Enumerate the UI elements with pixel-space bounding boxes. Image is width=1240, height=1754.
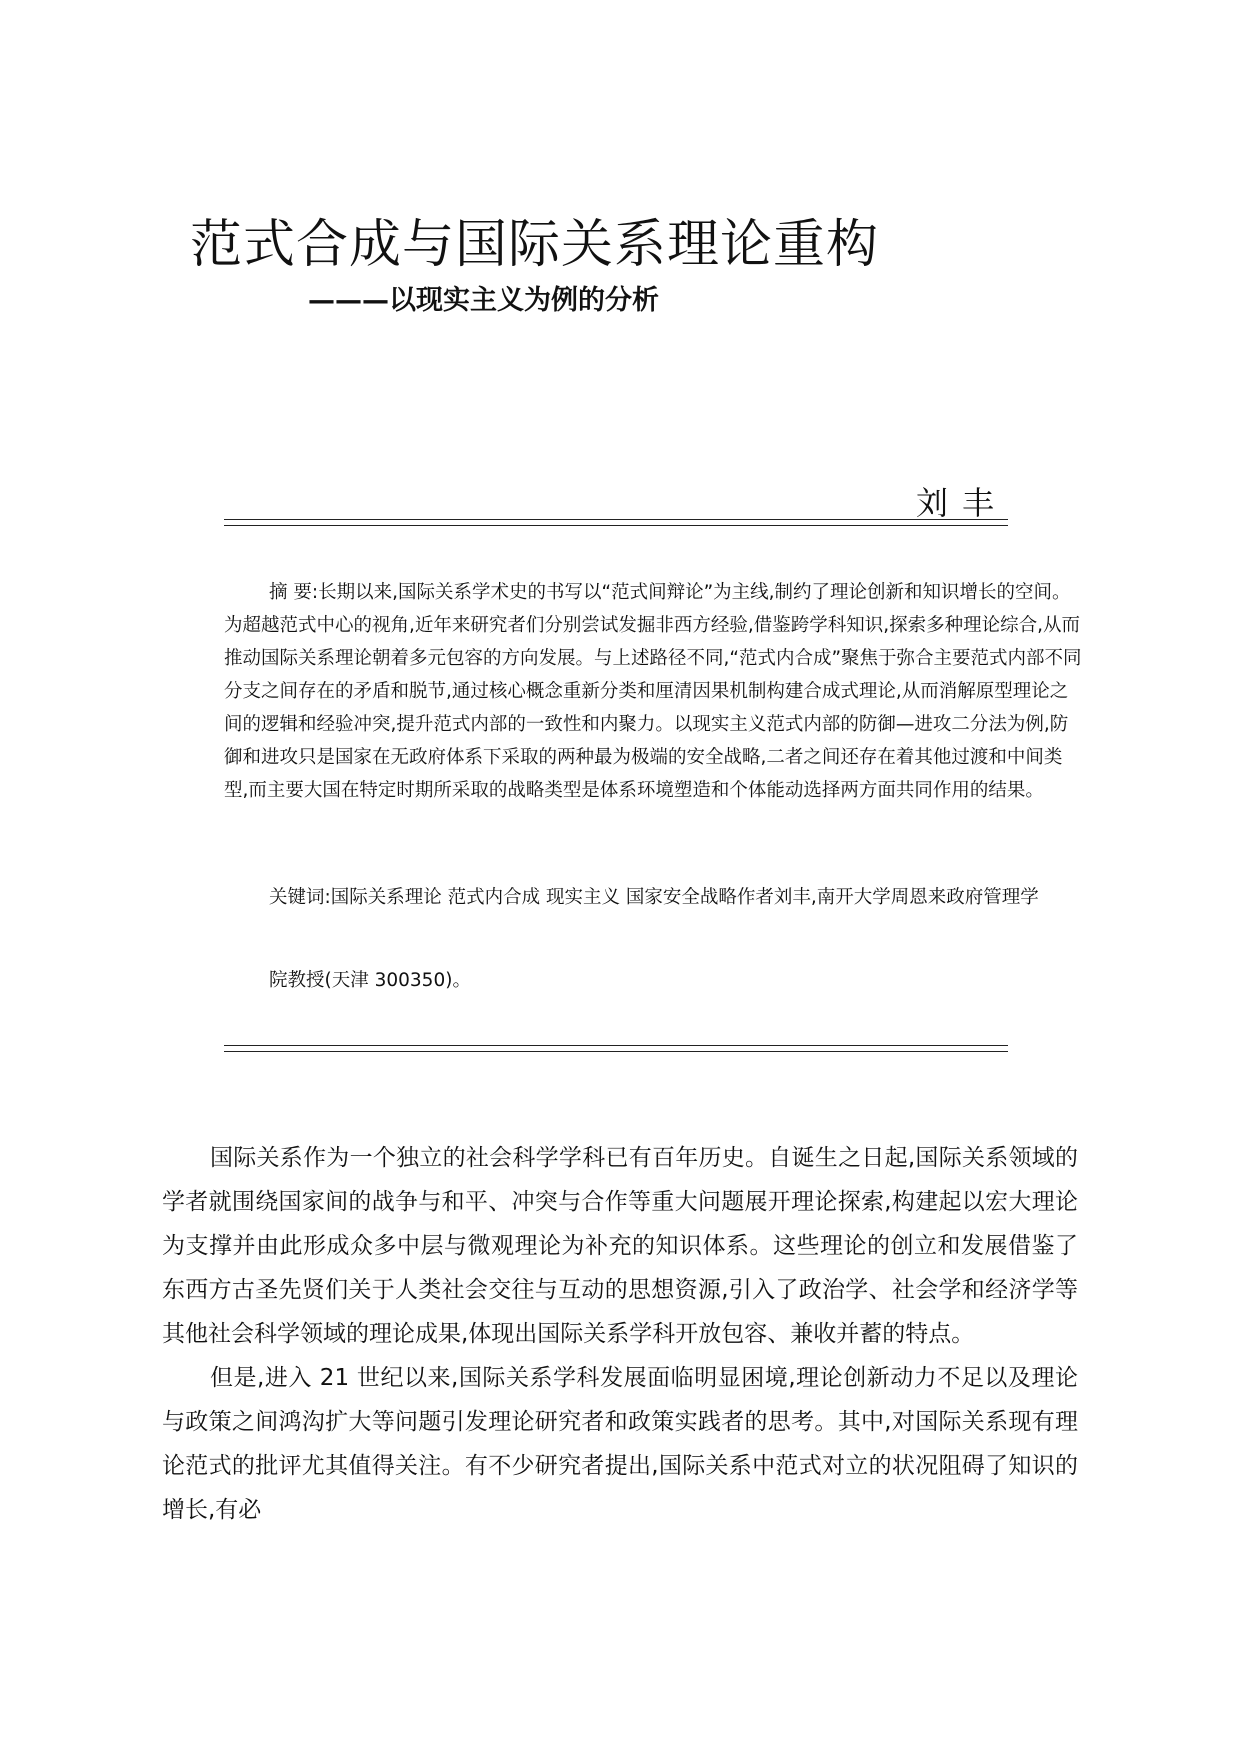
author-name: 刘丰 [915, 484, 1008, 522]
paper-title: 范式合成与国际关系理论重构 [190, 215, 880, 275]
divider-top [224, 519, 1008, 526]
paper-subtitle: ———以现实主义为例的分析 [308, 285, 659, 316]
divider-bottom [224, 1045, 1008, 1052]
body-paragraph: 但是,进入 21 世纪以来,国际关系学科发展面临明显困境,理论创新动力不足以及理论与政策之间鸿沟扩大等问题引发理论研究者和政策实践者的思考。其中,对国际关系现有理论范式的批评尤其值得关注。有不少研究者提出,国际关系中范式对立的状况阻碍了知识的增长,有必 [162, 1365, 1078, 1523]
body-text [162, 1136, 1078, 1532]
abstract-text: 摘 要:长期以来,国际关系学术史的书写以“范式间辩论”为主线,制约了理论创新和知识增长的空间。为超越范式中心的视角,近年来研究者们分别尝试发掘非西方经验,借鉴跨学科知识,探索多种理论综合,从而推动国际关系理论朝着多元包容的方向发展。与上述路径不同,“范式内合成”聚焦于弥合主要范式内部不同分支之间存在的矛盾和脱节,通过核心概念重新分类和厘清因果机制构建合成式理论,从而消解原型理论之间的逻辑和经验冲突,提升范式内部的一致性和内聚力。以现实主义范式内部的防御—进攻二分法为例,防御和进攻只是国家在无政府体系下采取的两种最为极端的安全战略,二者之间还存在着其他过渡和中间类型,而主要大国在特定时期所采取的战略类型是体系环境塑造和个体能动选择两方面共同作用的结果。 [224, 582, 1082, 801]
author-affiliation: 院教授(天津 300350)。 [269, 970, 471, 991]
body-paragraph: 国际关系作为一个独立的社会科学学科已有百年历史。自诞生之日起,国际关系领域的学者就围绕国家间的战争与和平、冲突与合作等重大问题展开理论探索,构建起以宏大理论为支撑并由此形成众多中层与微观理论为补充的知识体系。这些理论的创立和发展借鉴了东西方古圣先贤们关于人类社会交往与互动的思想资源,引入了政治学、社会学和经济学等其他社会科学领域的理论成果,体现出国际关系学科开放包容、兼收并蓄的特点。 [162, 1145, 1078, 1347]
keywords-line: 关键词:国际关系理论 范式内合成 现实主义 国家安全战略作者刘丰,南开大学周恩来政府管理学 [269, 887, 1039, 908]
abstract-block [224, 576, 1086, 807]
